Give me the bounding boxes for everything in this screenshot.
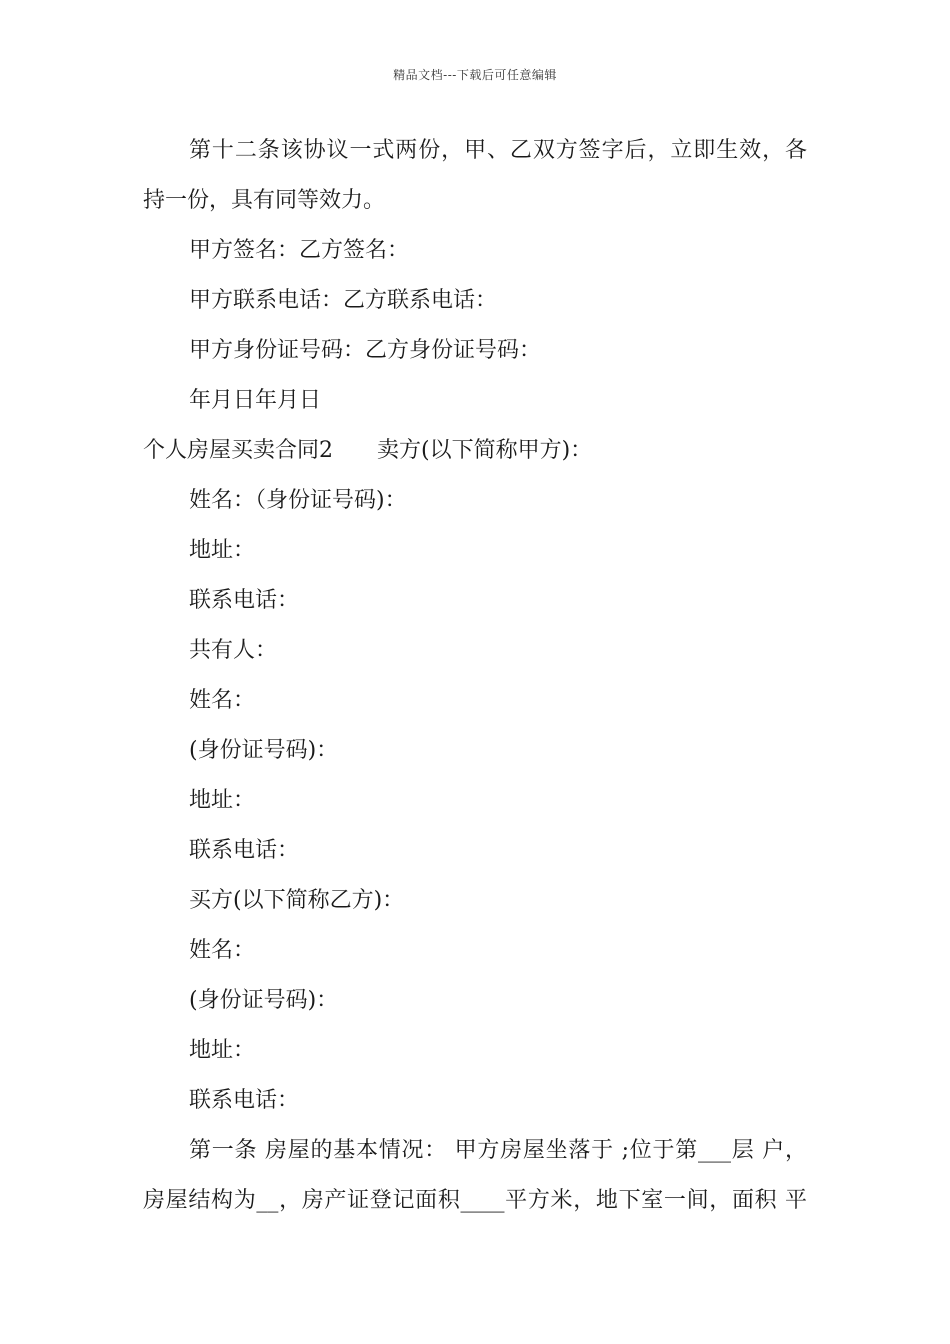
paragraph-line: 买方(以下简称乙方)：	[189, 888, 405, 913]
paragraph-line: 联系电话：	[189, 1088, 300, 1113]
paragraph-line: 姓名：	[189, 938, 256, 963]
paragraph-line: (身份证号码)：	[189, 738, 339, 763]
section-title-line	[0, 436, 950, 466]
paragraph-line: 姓名：	[189, 688, 256, 713]
paragraph-line: 姓名：（身份证号码)：	[189, 488, 407, 513]
paragraph-line: 年月日年月日	[189, 388, 322, 413]
seller-heading: 卖方(以下简称甲方)：	[377, 438, 593, 463]
paragraph-line: 甲方身份证号码：乙方身份证号码：	[189, 338, 542, 363]
paragraph-line: 地址：	[189, 1038, 256, 1063]
paragraph-line: 地址：	[189, 538, 256, 563]
paragraph-line: 共有人：	[189, 638, 278, 663]
contract-title: 个人房屋买卖合同2	[143, 438, 333, 463]
page-header: 精品文档---下载后可任意编辑	[393, 68, 557, 82]
paragraph-line: (身份证号码)：	[189, 988, 339, 1013]
paragraph-line: 持一份，具有同等效力。	[143, 188, 386, 213]
paragraph-line: 第十二条该协议一式两份，甲、乙双方签字后，立即生效，各	[189, 138, 807, 163]
paragraph-line: 地址：	[189, 788, 256, 813]
paragraph-line: 联系电话：	[189, 588, 300, 613]
paragraph-line: 第一条 房屋的基本情况： 甲方房屋坐落于 ;位于第___层 户，	[189, 1138, 807, 1163]
paragraph-line: 甲方联系电话：乙方联系电话：	[189, 288, 498, 313]
paragraph-line: 甲方签名：乙方签名：	[189, 238, 410, 263]
paragraph-line: 房屋结构为__，房产证登记面积____平方米，地下室一间，面积 平	[143, 1188, 807, 1213]
paragraph-line: 联系电话：	[189, 838, 300, 863]
